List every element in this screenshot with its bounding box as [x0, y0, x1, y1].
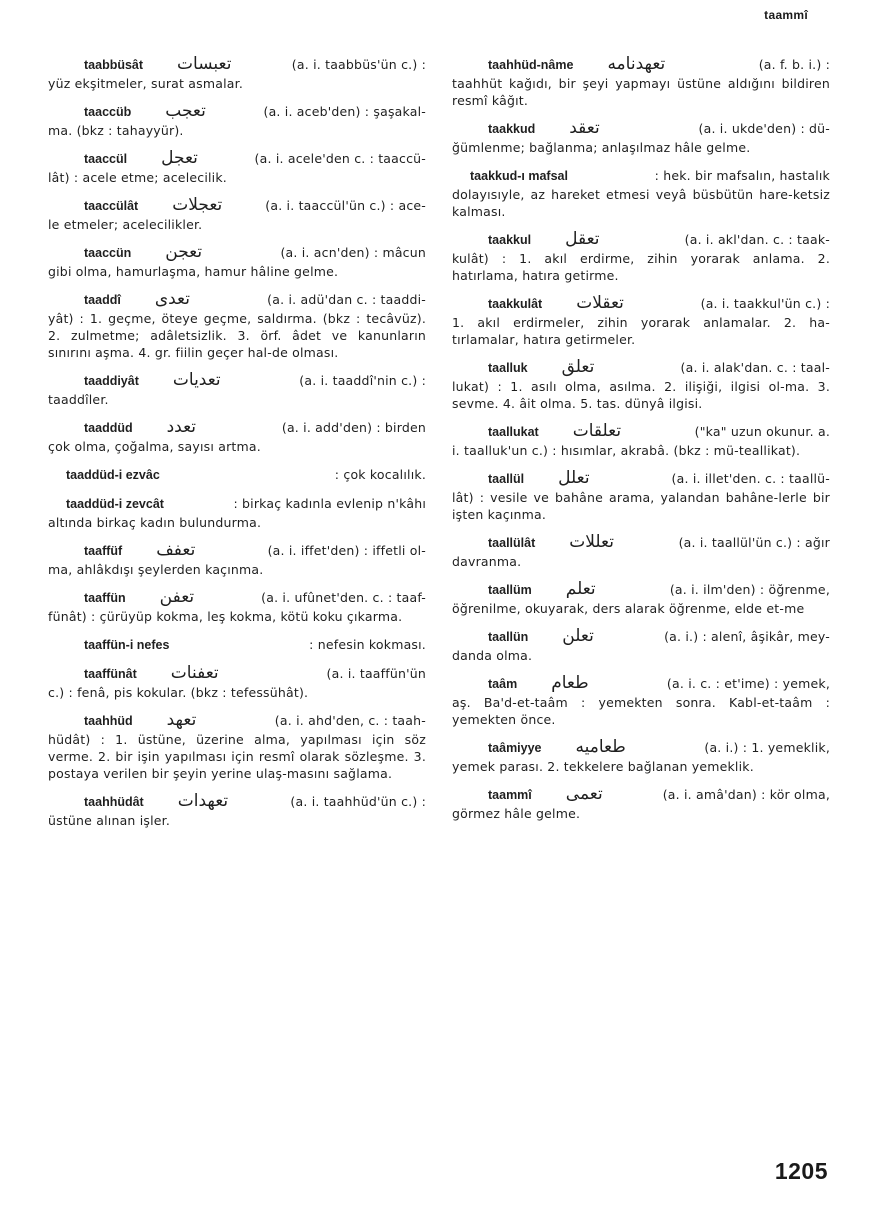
entry-headword: taaccün — [84, 246, 132, 260]
entry-first-line — [48, 636, 426, 654]
entry-arabic-script: تعجل — [161, 148, 198, 168]
entry-arabic-script: تعقلات — [576, 293, 624, 313]
entry-first-line — [48, 542, 426, 560]
entry-first-line-text: (a. i.) : alenî, âşikâr, mey- — [664, 629, 830, 644]
entry-first-line-text: (a. i. taabbüs'ün c.) : — [291, 57, 426, 72]
entry-first-line-text: (a. i. ukde'den) : dü- — [698, 121, 830, 136]
entry-arabic-script: تعللات — [569, 532, 614, 552]
entry-first-line-text: (a. i. illet'den. c. : taallü- — [671, 471, 830, 486]
entry-headword: taahhüd — [84, 714, 133, 728]
entry-definition: lukat) : 1. asılı olma, asılma. 2. ilişiği, ilgisi ol-ma. 3. sevme. 4. âit olma. 5. tas. dünyâ ilgisi. — [452, 379, 830, 411]
entry-first-line-text: (a. i.) : 1. yemeklik, — [704, 740, 830, 755]
entry-first-line-text: (a. i. taaddî'nin c.) : — [299, 373, 426, 388]
dictionary-entry — [48, 542, 426, 578]
dictionary-entry — [452, 739, 830, 775]
entry-definition: gibi olma, hamurlaşma, hamur hâline gelme. — [48, 264, 339, 279]
entry-first-line-text: (a. i. aceb'den) : şaşakal- — [263, 104, 426, 119]
entry-definition: aş. Ba'd-et-taâm : yemekten sonra. Kabl-et-taâm : yemekten önce. — [452, 695, 830, 727]
entry-headword: taaddüd — [84, 421, 133, 435]
dictionary-entry — [48, 197, 426, 233]
entry-definition: ğümlenme; bağlanma; anlaşılmaz hâle gelme. — [452, 140, 751, 155]
page-number: 1205 — [774, 1158, 828, 1184]
dictionary-entry — [48, 291, 426, 361]
entry-definition: i. taalluk'un c.) : hısımlar, akrabâ. (bkz : mü-teallikat). — [452, 443, 801, 458]
entry-first-line-text: (a. i. acn'den) : mâcun — [280, 245, 426, 260]
entry-arabic-script: تعجلات — [172, 195, 223, 215]
entry-first-line-text: (a. i. taakkul'ün c.) : — [700, 296, 830, 311]
entry-headword: taaccül — [84, 152, 128, 166]
dictionary-entry — [452, 120, 830, 156]
entry-headword: taaffünât — [84, 667, 137, 681]
dictionary-entry — [452, 534, 830, 570]
entry-definition: fünât) : çürüyüp kokma, leş kokma, kötü koku çıkarma. — [48, 609, 403, 624]
entry-arabic-script: تعبسات — [177, 54, 232, 74]
entry-headword: taallukat — [488, 425, 539, 439]
left-column — [48, 56, 426, 840]
entry-first-line — [452, 295, 830, 313]
entry-arabic-script: تعلق — [561, 357, 595, 377]
entry-first-line-text: (a. i. taallül'ün c.) : ağır — [678, 535, 830, 550]
running-head: taammî — [764, 8, 808, 22]
dictionary-entry — [48, 665, 426, 701]
entry-arabic-script: تعلقات — [572, 421, 622, 441]
entry-first-line — [48, 665, 426, 683]
entry-headword: taaccüb — [84, 105, 132, 119]
dictionary-entry — [48, 636, 426, 654]
entry-headword: taallülât — [488, 536, 536, 550]
dictionary-entry — [48, 244, 426, 280]
entry-definition: taaddîler. — [48, 392, 109, 407]
entry-headword: taâmiyye — [488, 741, 542, 755]
entry-arabic-script: تعجب — [165, 101, 206, 121]
entry-headword: taahhüdât — [84, 795, 144, 809]
dictionary-entry — [48, 793, 426, 829]
entry-headword: taalluk — [488, 361, 528, 375]
dictionary-entry — [452, 56, 830, 109]
entry-arabic-script: طعاميه — [575, 737, 626, 757]
entry-first-line-text: ("ka" uzun okunur. a. — [694, 424, 830, 439]
entry-arabic-script: تعلل — [558, 468, 590, 488]
dictionary-entry — [452, 786, 830, 822]
dictionary-entry — [452, 359, 830, 412]
dictionary-entry — [48, 712, 426, 782]
entry-headword: taakkul — [488, 233, 532, 247]
entry-arabic-script: تعلم — [565, 579, 596, 599]
entry-first-line-text: (a. i. ahd'den, c. : taah- — [274, 713, 426, 728]
entry-definition: yüz ekşitmeler, surat asmalar. — [48, 76, 244, 91]
entry-headword: taallün — [488, 630, 529, 644]
entry-arabic-script: طعام — [551, 673, 589, 693]
dictionary-entry — [48, 372, 426, 408]
entry-arabic-script: تعمى — [565, 784, 603, 804]
entry-arabic-script: تعفنات — [170, 663, 219, 683]
entry-first-line — [48, 495, 426, 513]
entry-first-line-text: : hek. bir mafsalın, hastalık — [654, 168, 830, 183]
entry-definition: altında birkaç kadın bulundurma. — [48, 515, 262, 530]
entry-first-line-text: (a. i. taaffün'ün — [326, 666, 426, 681]
entry-headword: taammî — [488, 788, 532, 802]
dictionary-entry — [452, 470, 830, 523]
entry-headword: taakkud-ı mafsal — [470, 169, 568, 183]
entry-definition: çok olma, çoğalma, sayısı artma. — [48, 439, 261, 454]
entry-arabic-script: تعهدات — [177, 791, 229, 811]
entry-first-line — [452, 470, 830, 488]
entry-arabic-script: تعقل — [565, 229, 600, 249]
entry-first-line-text: (a. i. iffet'den) : iffetli ol- — [267, 543, 426, 558]
dictionary-entry — [48, 56, 426, 92]
entry-first-line — [452, 534, 830, 552]
entry-first-line — [48, 466, 426, 484]
entry-first-line-text: : çok kocalılık. — [334, 467, 426, 482]
entry-definition: c.) : fenâ, pis kokular. (bkz : tefessühât). — [48, 685, 309, 700]
entry-first-line-text: (a. f. b. i.) : — [758, 57, 830, 72]
entry-arabic-script: تعهد — [166, 710, 197, 730]
entry-arabic-script: تعقد — [569, 118, 600, 138]
entry-definition: yemek parası. 2. tekkelere bağlanan yemeklik. — [452, 759, 754, 774]
entry-headword: taaddüd-i zevcât — [66, 497, 164, 511]
entry-first-line-text: (a. i. add'den) : birden — [281, 420, 426, 435]
entry-headword: taallül — [488, 472, 525, 486]
dictionary-entry — [48, 419, 426, 455]
entry-headword: taakkulât — [488, 297, 543, 311]
entry-first-line — [48, 712, 426, 730]
entry-headword: taaffün-i nefes — [84, 638, 170, 652]
dictionary-entry — [48, 589, 426, 625]
entry-first-line — [452, 581, 830, 599]
entry-first-line-text: (a. i. taahhüd'ün c.) : — [290, 794, 426, 809]
entry-definition: görmez hâle gelme. — [452, 806, 581, 821]
dictionary-entry — [452, 167, 830, 220]
dictionary-entry — [452, 231, 830, 284]
dictionary-entry — [452, 628, 830, 664]
entry-first-line — [48, 150, 426, 168]
dictionary-entry — [452, 423, 830, 459]
dictionary-entry — [452, 581, 830, 617]
entry-arabic-script: تعفن — [159, 587, 195, 607]
entry-arabic-script: تعلن — [562, 626, 594, 646]
entry-first-line — [48, 589, 426, 607]
entry-definition: davranma. — [452, 554, 522, 569]
entry-headword: taaffün — [84, 591, 126, 605]
entry-first-line — [48, 291, 426, 309]
dictionary-entry — [48, 103, 426, 139]
entry-first-line-text: : birkaç kadınla evlenip n'kâhı — [233, 496, 426, 511]
entry-first-line — [48, 244, 426, 262]
entry-headword: taaccülât — [84, 199, 139, 213]
entry-headword: taahhüd-nâme — [488, 58, 574, 72]
entry-headword: taallüm — [488, 583, 532, 597]
entry-arabic-script: تعديات — [172, 370, 221, 390]
entry-first-line — [452, 628, 830, 646]
entry-first-line — [48, 419, 426, 437]
entry-first-line-text: (a. i. akl'dan. c. : taak- — [684, 232, 830, 247]
entry-headword: taaffüf — [84, 544, 123, 558]
entry-headword: taakkud — [488, 122, 536, 136]
entry-first-line — [48, 793, 426, 811]
entry-definition: 1. akıl erdirmeler, zihin yorarak anlamalar. 2. ha-tırlamalar, hatıra getirmeler. — [452, 315, 830, 347]
entry-first-line-text: (a. i. alak'dan. c. : taal- — [680, 360, 830, 375]
entry-first-line-text: (a. i. adü'dan c. : taaddi- — [267, 292, 426, 307]
entry-definition: üstüne alınan işler. — [48, 813, 171, 828]
entry-arabic-script: تعهدنامه — [607, 54, 666, 74]
entry-arabic-script: تعفف — [156, 540, 196, 560]
entry-headword: taaddiyât — [84, 374, 139, 388]
entry-first-line — [452, 423, 830, 441]
entry-arabic-script: تعجن — [165, 242, 203, 262]
entry-arabic-script: تعدد — [166, 417, 197, 437]
entry-arabic-script: تعدى — [154, 289, 190, 309]
dictionary-entry — [48, 150, 426, 186]
entry-headword: taaddî — [84, 293, 121, 307]
dictionary-entry — [452, 295, 830, 348]
entry-definition: kulât) : 1. akıl erdirme, zihin yorarak anlama. 2. hatırlama, hatıra getirme. — [452, 251, 830, 283]
entry-first-line-text: (a. i. taaccül'ün c.) : ace- — [265, 198, 426, 213]
entry-first-line-text: : nefesin kokması. — [309, 637, 426, 652]
entry-first-line — [452, 359, 830, 377]
entry-definition: le etmeler; acelecilikler. — [48, 217, 203, 232]
entry-first-line — [452, 167, 830, 185]
entry-first-line — [48, 103, 426, 121]
dictionary-entry — [452, 675, 830, 728]
entry-first-line-text: (a. i. ufûnet'den. c. : taaf- — [261, 590, 426, 605]
entry-definition: öğrenilme, okuyarak, ders alarak öğrenme, elde et-me — [452, 601, 805, 616]
entry-definition: lât) : vesile ve bahâne arama, yalandan bahâne-lerle bir işten kaçınma. — [452, 490, 830, 522]
entry-first-line — [48, 197, 426, 215]
entry-definition: yât) : 1. geçme, öteye geçme, saldırma. (bkz : tecâvüz). 2. zulmetme; adâletsizlik. 3. örf. âdet ve kanunların sınırını aşma. 4. gr. fiilin geçer hal-de olması. — [48, 311, 426, 360]
dictionary-entry — [48, 466, 426, 484]
entry-first-line — [452, 739, 830, 757]
entry-first-line — [452, 786, 830, 804]
entry-first-line-text: (a. i. c. : et'ime) : yemek, — [666, 676, 830, 691]
right-column — [452, 56, 830, 833]
entry-headword: taâm — [488, 677, 518, 691]
entry-first-line — [48, 372, 426, 390]
entry-definition: danda olma. — [452, 648, 533, 663]
entry-first-line — [452, 231, 830, 249]
entry-first-line-text: (a. i. acele'den c. : taaccü- — [254, 151, 426, 166]
entry-definition: hüdât) : 1. üstüne, üzerine alma, yapılması için söz verme. 2. bir işin yapılması için resmî olarak sözleşme. 3. postaya verilen bir şeyin yerine ulaş-masını sağlama. — [48, 732, 426, 781]
entry-first-line — [452, 675, 830, 693]
entry-first-line-text: (a. i. amâ'dan) : kör olma, — [662, 787, 830, 802]
entry-first-line — [452, 120, 830, 138]
entry-first-line — [48, 56, 426, 74]
entry-first-line-text: (a. i. ilm'den) : öğrenme, — [669, 582, 830, 597]
entry-first-line — [452, 56, 830, 74]
entry-definition: dolayısıyle, az hareket etmesi veyâ büsbütün hare-ketsiz kalması. — [452, 187, 830, 219]
entry-definition: lât) : acele etme; acelecilik. — [48, 170, 227, 185]
entry-definition: taahhüt kağıdı, bir şeyi yapmayı üstüne aldığını bildiren resmî kâğıt. — [452, 76, 830, 108]
entry-headword: taaddüd-i ezvâc — [66, 468, 160, 482]
dictionary-entry — [48, 495, 426, 531]
entry-headword: taabbüsât — [84, 58, 144, 72]
entry-definition: ma, ahlâkdışı şeylerden kaçınma. — [48, 562, 264, 577]
entry-definition: ma. (bkz : tahayyür). — [48, 123, 184, 138]
